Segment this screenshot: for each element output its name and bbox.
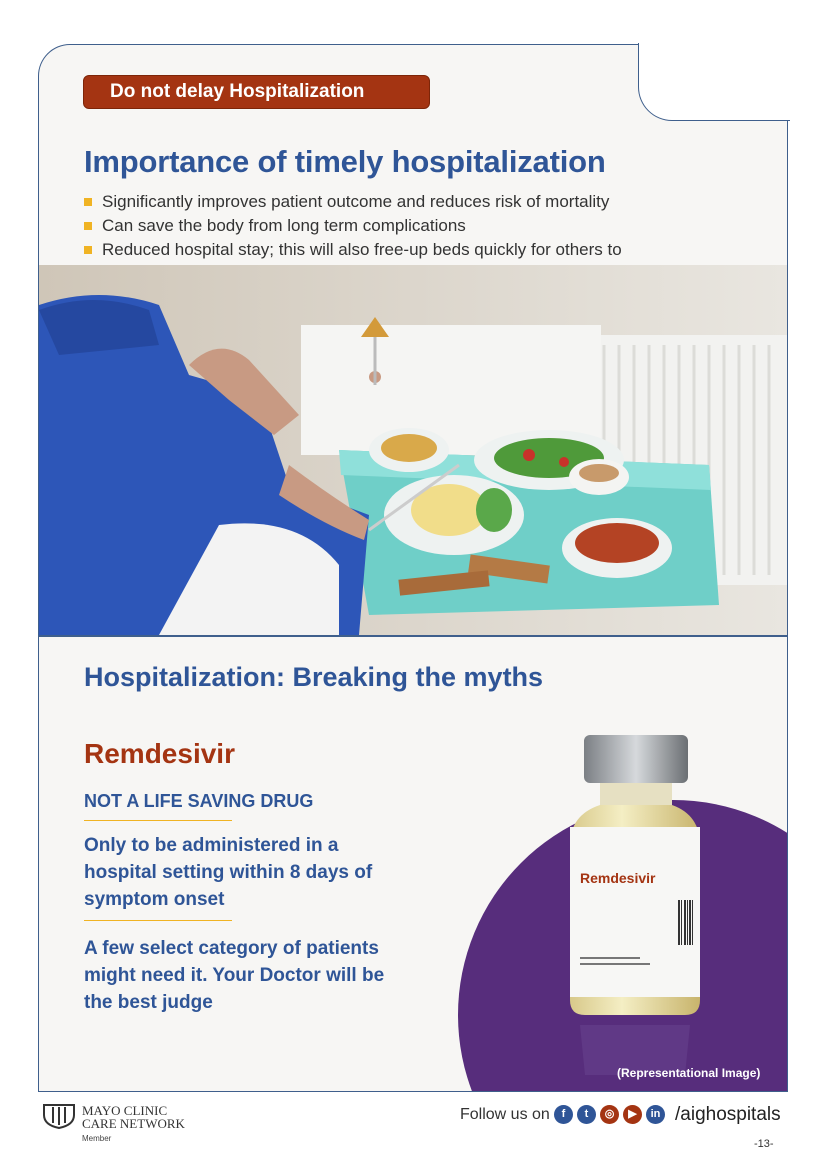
drug-subtitle: NOT A LIFE SAVING DRUG — [84, 791, 314, 811]
mayo-clinic-logo-text — [82, 1104, 185, 1130]
mayo-shield-icon — [42, 1103, 76, 1134]
org-name-line1: MAYO CLINIC — [82, 1103, 168, 1118]
image-caption: (Representational Image) — [617, 1066, 761, 1080]
section-title: Importance of timely hospitalization — [84, 144, 606, 179]
myths-heading: Hospitalization: Breaking the myths — [84, 662, 544, 692]
social-icons — [554, 1105, 665, 1124]
member-label: Member — [82, 1134, 112, 1143]
list-item-text: Reduced hospital stay; this will also free-up beds quickly for others to — [102, 240, 622, 259]
bullet-icon — [84, 222, 92, 230]
list-item — [84, 238, 622, 262]
divider-line — [84, 920, 232, 921]
drug-name: Remdesivir — [84, 738, 235, 769]
linkedin-icon[interactable]: in — [646, 1105, 665, 1124]
instagram-icon[interactable]: ◎ — [600, 1105, 619, 1124]
remdesivir-vial-image — [560, 735, 710, 1080]
list-item-text: Can save the body from long term complications — [102, 216, 466, 235]
follow-text: Follow us on — [460, 1106, 550, 1123]
divider-line — [84, 820, 232, 821]
social-handle[interactable]: /aighospitals — [675, 1104, 781, 1125]
list-item-text: Significantly improves patient outcome and reduces risk of mortality — [102, 192, 610, 211]
hospital-meal-photo — [39, 265, 787, 635]
patient-note: A few select category of patients might need it. Your Doctor will be the best judge — [84, 938, 385, 1013]
vial-label: Remdesivir — [580, 870, 656, 886]
administration-note: Only to be administered in a hospital setting within 8 days of symptom onset — [84, 835, 373, 910]
twitter-icon[interactable]: t — [577, 1105, 596, 1124]
list-item — [84, 214, 622, 238]
youtube-icon[interactable]: ▶ — [623, 1105, 642, 1124]
frame-border — [787, 120, 788, 1092]
page-number: -13- — [754, 1138, 774, 1150]
benefit-list — [84, 190, 622, 262]
section-tag: Do not delay Hospitalization — [83, 75, 430, 109]
facebook-icon[interactable]: f — [554, 1105, 573, 1124]
bullet-icon — [84, 246, 92, 254]
list-item — [84, 190, 622, 214]
bullet-icon — [84, 198, 92, 206]
frame-notch — [638, 43, 790, 121]
org-name-line2: CARE NETWORK — [82, 1116, 185, 1131]
